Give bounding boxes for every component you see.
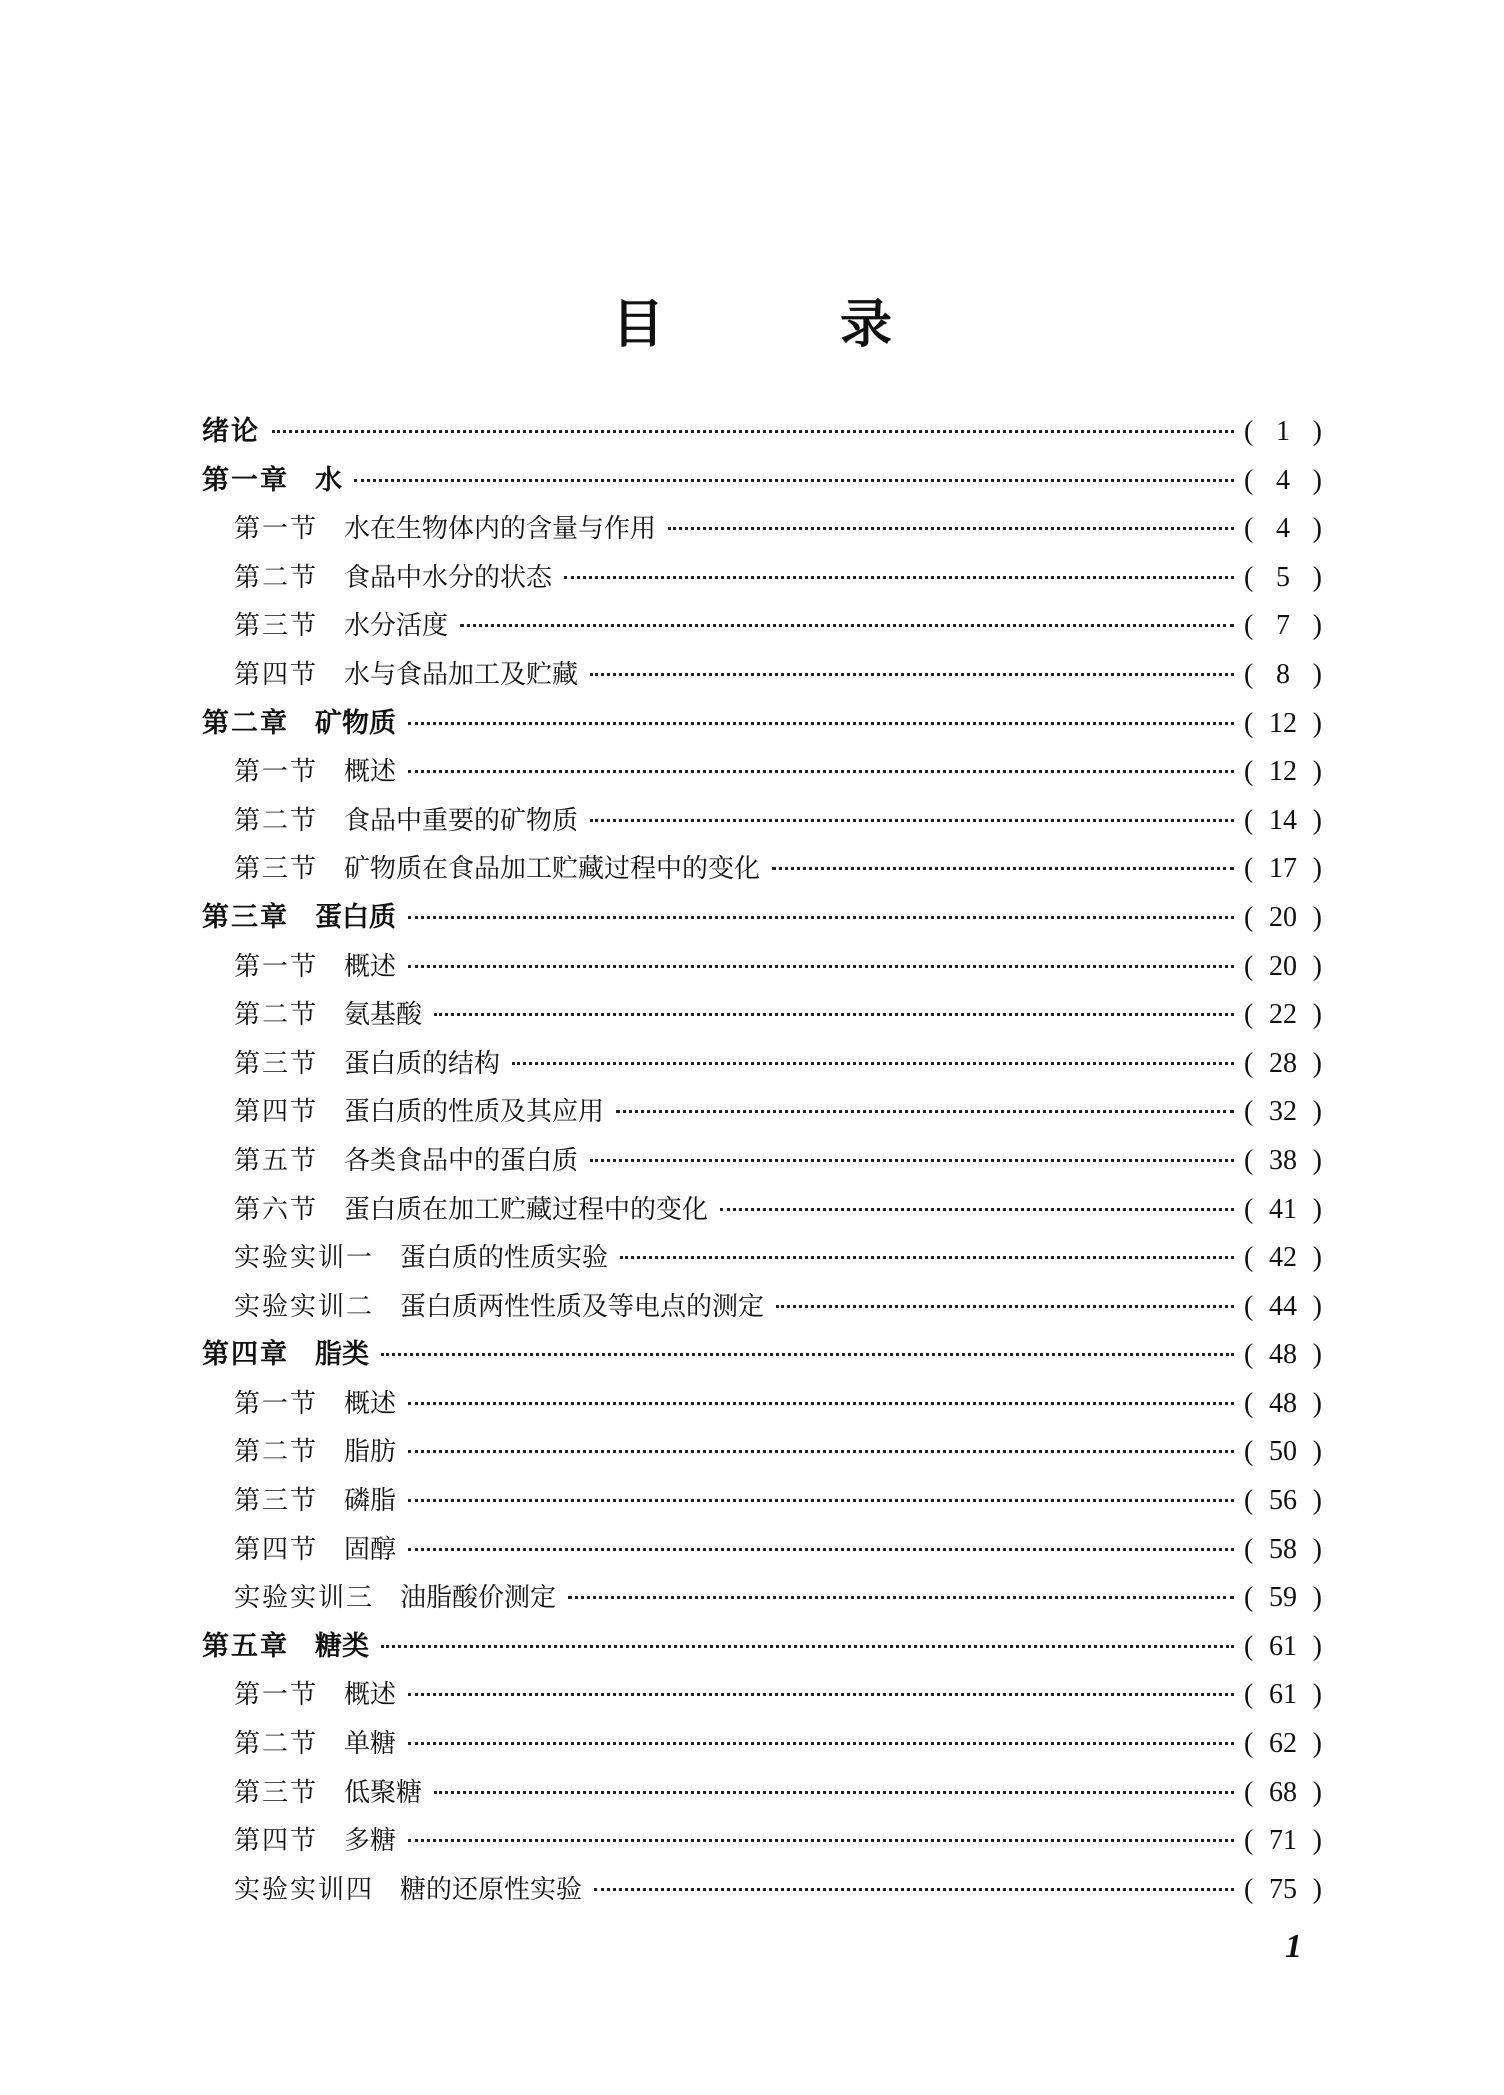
toc-entry-page — [1244, 748, 1322, 797]
paren-close: ) — [1312, 853, 1322, 885]
dot-leader — [460, 624, 1234, 627]
toc-section-entry[interactable] — [202, 845, 1322, 894]
page-value: 20 — [1269, 901, 1297, 933]
toc-entry-number: 实验实训二 — [234, 1291, 375, 1322]
page-value: 14 — [1269, 804, 1297, 836]
toc-entry-title: 氨基酸 — [344, 1000, 423, 1031]
dot-leader — [408, 1839, 1234, 1842]
paren-close: ) — [1312, 464, 1322, 496]
toc-entry-title: 食品中水分的状态 — [344, 562, 553, 593]
toc-entry-label — [234, 1137, 578, 1186]
toc-entry-page — [1244, 845, 1322, 894]
paren-close: ) — [1312, 1873, 1322, 1905]
toc-entry-number: 绪论 — [202, 416, 260, 447]
paren-open: ( — [1244, 1873, 1254, 1905]
toc-entry-number: 第四节 — [234, 1097, 319, 1128]
toc-entry-page — [1244, 1866, 1322, 1915]
page-value: 38 — [1269, 1144, 1297, 1176]
paren-close: ) — [1312, 756, 1322, 788]
paren-open: ( — [1244, 756, 1254, 788]
page-value: 71 — [1269, 1825, 1297, 1857]
page-value: 22 — [1269, 999, 1297, 1031]
toc-entry-number: 第四节 — [234, 659, 319, 690]
page-value: 17 — [1269, 853, 1297, 885]
toc-section-entry[interactable] — [202, 1671, 1322, 1720]
paren-open: ( — [1244, 561, 1254, 593]
page-value: 8 — [1276, 658, 1290, 690]
toc-entry-number: 第一节 — [234, 1680, 319, 1711]
paren-close: ) — [1312, 416, 1322, 447]
paren-open: ( — [1244, 610, 1254, 642]
toc-entry-title: 水分活度 — [344, 611, 449, 642]
toc-entry-number: 第三节 — [234, 611, 319, 642]
toc-section-entry[interactable] — [202, 651, 1322, 700]
paren-close: ) — [1312, 1630, 1322, 1662]
paren-open: ( — [1244, 464, 1254, 496]
paren-open: ( — [1244, 707, 1254, 739]
toc-entry-title: 磷脂 — [344, 1486, 397, 1517]
paren-open: ( — [1244, 1485, 1254, 1517]
toc-entry-label — [202, 700, 396, 749]
toc-entry-number: 第四章 — [202, 1339, 289, 1371]
paren-close: ) — [1312, 1387, 1322, 1419]
toc-entry-page — [1244, 1380, 1322, 1429]
toc-entry-number: 实验实训一 — [234, 1243, 375, 1274]
toc-section-entry[interactable] — [202, 1769, 1322, 1818]
toc-entry-page — [1244, 943, 1322, 992]
toc-entry-page — [1244, 1428, 1322, 1477]
toc-entry-page — [1244, 894, 1322, 943]
paren-open: ( — [1244, 1242, 1254, 1274]
toc-entry-page — [1244, 1720, 1322, 1769]
paren-close: ) — [1312, 1096, 1322, 1128]
toc-entry-page — [1244, 1283, 1322, 1332]
toc-section-entry[interactable] — [202, 505, 1322, 554]
toc-section-entry[interactable] — [202, 1720, 1322, 1769]
toc-entry-title: 水与食品加工及贮藏 — [344, 659, 579, 690]
toc-entry-page — [1244, 797, 1322, 846]
toc-entry-page — [1244, 602, 1322, 651]
toc-chapter-entry[interactable] — [202, 894, 1322, 943]
dot-leader — [590, 673, 1234, 676]
toc-entry-page — [1244, 505, 1322, 554]
dot-leader — [408, 770, 1234, 773]
toc-entry-number: 第五章 — [202, 1630, 289, 1662]
toc-entry-title: 蛋白质在加工贮藏过程中的变化 — [344, 1194, 709, 1225]
toc-entry-title: 概述 — [344, 1388, 397, 1419]
toc-entry-label — [202, 894, 396, 943]
toc-entry-number: 第四节 — [234, 1826, 319, 1857]
toc-entry-title: 脂类 — [315, 1339, 369, 1371]
toc-section-entry[interactable] — [202, 554, 1322, 603]
toc-entry-page — [1244, 1574, 1322, 1623]
toc-entry-number: 第一节 — [234, 757, 319, 788]
paren-open: ( — [1244, 1047, 1254, 1079]
toc-entry-number: 第五节 — [234, 1145, 319, 1176]
toc-entry-title: 蛋白质的性质实验 — [400, 1243, 609, 1274]
toc-entry-label — [234, 748, 396, 797]
toc-entry-title: 蛋白质的结构 — [344, 1048, 501, 1079]
toc-entry-number: 第一章 — [202, 464, 289, 496]
toc-entry-title: 食品中重要的矿物质 — [344, 805, 579, 836]
dot-leader — [408, 722, 1234, 725]
toc-section-entry[interactable] — [202, 1088, 1322, 1137]
toc-entry-label — [234, 1817, 396, 1866]
page-value: 5 — [1276, 561, 1290, 593]
toc-entry-title: 固醇 — [344, 1534, 397, 1565]
dot-leader — [434, 1013, 1234, 1016]
toc-entry-label — [234, 845, 760, 894]
page-value: 7 — [1276, 610, 1290, 642]
page-value: 68 — [1269, 1776, 1297, 1808]
toc-entry-number: 第六节 — [234, 1194, 319, 1225]
toc-entry-page — [1244, 1234, 1322, 1283]
paren-close: ) — [1312, 513, 1322, 545]
page-value: 48 — [1269, 1387, 1297, 1419]
toc-entry-number: 第二节 — [234, 1729, 319, 1760]
page-value: 41 — [1269, 1193, 1297, 1225]
toc-entry-number: 第四节 — [234, 1534, 319, 1565]
paren-open: ( — [1244, 1339, 1254, 1371]
toc-entry-label — [234, 1866, 582, 1915]
table-of-contents — [202, 408, 1322, 1914]
toc-entry-number: 第三章 — [202, 901, 289, 933]
toc-entry-title: 糖的还原性实验 — [400, 1874, 583, 1905]
toc-entry-title: 矿物质在食品加工贮藏过程中的变化 — [344, 854, 761, 885]
paren-open: ( — [1244, 999, 1254, 1031]
paren-open: ( — [1244, 1144, 1254, 1176]
toc-entry-page — [1244, 554, 1322, 603]
toc-entry-number: 第一节 — [234, 951, 319, 982]
toc-entry-title: 矿物质 — [315, 707, 396, 739]
dot-leader — [620, 1256, 1234, 1259]
toc-section-entry[interactable] — [202, 1234, 1322, 1283]
paren-open: ( — [1244, 1387, 1254, 1419]
page-value: 50 — [1269, 1436, 1297, 1468]
toc-entry-number: 实验实训三 — [234, 1583, 375, 1614]
toc-section-entry[interactable] — [202, 1526, 1322, 1575]
dot-leader — [720, 1208, 1234, 1211]
dot-leader — [408, 965, 1234, 968]
toc-entry-page — [1244, 1526, 1322, 1575]
dot-leader — [568, 1596, 1234, 1599]
toc-section-entry[interactable] — [202, 1574, 1322, 1623]
paren-close: ) — [1312, 950, 1322, 982]
paren-close: ) — [1312, 658, 1322, 690]
dot-leader — [408, 1693, 1234, 1696]
paren-close: ) — [1312, 1533, 1322, 1565]
paren-close: ) — [1312, 901, 1322, 933]
page-value: 62 — [1269, 1728, 1297, 1760]
dot-leader — [776, 1305, 1234, 1308]
page-value: 48 — [1269, 1339, 1297, 1371]
page-value: 12 — [1269, 707, 1297, 739]
toc-entry-page — [1244, 1331, 1322, 1380]
dot-leader — [381, 1645, 1234, 1648]
toc-entry-number: 第三节 — [234, 1777, 319, 1808]
toc-entry-label — [234, 1574, 556, 1623]
paren-open: ( — [1244, 1533, 1254, 1565]
toc-entry-label — [234, 1526, 396, 1575]
toc-entry-label — [202, 1623, 369, 1672]
toc-section-entry[interactable] — [202, 1380, 1322, 1429]
toc-entry-number: 第二节 — [234, 805, 319, 836]
paren-open: ( — [1244, 804, 1254, 836]
toc-entry-title: 油脂酸价测定 — [400, 1583, 557, 1614]
paren-open: ( — [1244, 1096, 1254, 1128]
toc-section-entry[interactable] — [202, 748, 1322, 797]
toc-entry-page — [1244, 1040, 1322, 1089]
paren-open: ( — [1244, 513, 1254, 545]
toc-section-entry[interactable] — [202, 797, 1322, 846]
page-value: 12 — [1269, 756, 1297, 788]
toc-entry-title: 概述 — [344, 1680, 397, 1711]
toc-entry-label — [202, 408, 260, 457]
paren-open: ( — [1244, 1582, 1254, 1614]
toc-entry-title: 各类食品中的蛋白质 — [344, 1145, 579, 1176]
page-title: 目 录 — [611, 295, 954, 355]
toc-entry-label — [234, 1088, 604, 1137]
paren-close: ) — [1312, 1728, 1322, 1760]
paren-close: ) — [1312, 804, 1322, 836]
paren-open: ( — [1244, 1728, 1254, 1760]
toc-entry-title: 糖类 — [315, 1630, 369, 1662]
page-number: 1 — [1285, 1928, 1302, 1965]
toc-entry-label — [234, 1283, 764, 1332]
toc-entry-title: 水 — [315, 464, 342, 496]
toc-entry-title: 脂肪 — [344, 1437, 397, 1468]
paren-open: ( — [1244, 1290, 1254, 1322]
dot-leader — [590, 1159, 1234, 1162]
dot-leader — [408, 1548, 1234, 1551]
toc-entry-label — [234, 1040, 500, 1089]
dot-leader — [564, 576, 1234, 579]
toc-section-entry[interactable] — [202, 1040, 1322, 1089]
page-value: 56 — [1269, 1485, 1297, 1517]
toc-entry-title: 水在生物体内的含量与作用 — [344, 514, 657, 545]
toc-entry-title: 概述 — [344, 951, 397, 982]
page-value: 58 — [1269, 1533, 1297, 1565]
toc-section-entry[interactable] — [202, 602, 1322, 651]
paren-close: ) — [1312, 1485, 1322, 1517]
toc-entry-label — [234, 943, 396, 992]
toc-entry-page — [1244, 1769, 1322, 1818]
toc-entry-title: 蛋白质两性性质及等电点的测定 — [400, 1291, 765, 1322]
dot-leader — [381, 1353, 1234, 1356]
page-value: 61 — [1269, 1630, 1297, 1662]
toc-entry-label — [234, 1186, 708, 1235]
paren-open: ( — [1244, 416, 1254, 447]
toc-entry-title: 多糖 — [344, 1826, 397, 1857]
paren-close: ) — [1312, 1047, 1322, 1079]
paren-close: ) — [1312, 1242, 1322, 1274]
dot-leader — [668, 527, 1234, 530]
dot-leader — [408, 1499, 1234, 1502]
paren-open: ( — [1244, 1436, 1254, 1468]
page-value: 28 — [1269, 1047, 1297, 1079]
toc-section-entry[interactable] — [202, 1817, 1322, 1866]
dot-leader — [408, 1742, 1234, 1745]
toc-entry-number: 第二节 — [234, 562, 319, 593]
paren-close: ) — [1312, 1339, 1322, 1371]
paren-close: ) — [1312, 561, 1322, 593]
toc-entry-page — [1244, 1817, 1322, 1866]
paren-open: ( — [1244, 1630, 1254, 1662]
dot-leader — [434, 1791, 1234, 1794]
paren-open: ( — [1244, 853, 1254, 885]
paren-close: ) — [1312, 1290, 1322, 1322]
toc-entry-number: 实验实训四 — [234, 1874, 375, 1905]
toc-entry-label — [234, 1380, 396, 1429]
paren-open: ( — [1244, 950, 1254, 982]
dot-leader — [594, 1888, 1234, 1891]
paren-close: ) — [1312, 610, 1322, 642]
page-value: 59 — [1269, 1582, 1297, 1614]
page-value: 61 — [1269, 1679, 1297, 1711]
toc-entry-page — [1244, 700, 1322, 749]
toc-entry-label — [234, 554, 552, 603]
toc-entry-label — [234, 505, 656, 554]
toc-section-entry[interactable] — [202, 991, 1322, 1040]
toc-entry-title: 蛋白质的性质及其应用 — [344, 1097, 605, 1128]
dot-leader — [272, 430, 1234, 433]
dot-leader — [408, 1450, 1234, 1453]
toc-entry-label — [234, 991, 422, 1040]
toc-entry-page — [1244, 1623, 1322, 1672]
page-value: 44 — [1269, 1290, 1297, 1322]
toc-entry-page — [1244, 991, 1322, 1040]
toc-entry-page — [1244, 1477, 1322, 1526]
toc-entry-label — [234, 1769, 422, 1818]
dot-leader — [616, 1110, 1234, 1113]
toc-entry-label — [234, 1720, 396, 1769]
toc-section-entry[interactable] — [202, 1283, 1322, 1332]
dot-leader — [408, 1402, 1234, 1405]
toc-entry-label — [234, 1234, 608, 1283]
paren-close: ) — [1312, 1776, 1322, 1808]
toc-entry-label — [234, 1428, 396, 1477]
paren-open: ( — [1244, 1193, 1254, 1225]
toc-section-entry[interactable] — [202, 1428, 1322, 1477]
toc-chapter-entry[interactable] — [202, 700, 1322, 749]
paren-close: ) — [1312, 1825, 1322, 1857]
dot-leader — [354, 479, 1234, 482]
toc-entry-label — [234, 797, 578, 846]
paren-close: ) — [1312, 999, 1322, 1031]
toc-entry-number: 第二章 — [202, 707, 289, 739]
toc-entry-number: 第三节 — [234, 1048, 319, 1079]
page-value: 42 — [1269, 1242, 1297, 1274]
toc-entry-page — [1244, 457, 1322, 506]
paren-close: ) — [1312, 1582, 1322, 1614]
page-value: 75 — [1269, 1873, 1297, 1905]
paren-close: ) — [1312, 1679, 1322, 1711]
paren-open: ( — [1244, 1776, 1254, 1808]
page-value: 4 — [1276, 464, 1290, 496]
dot-leader — [512, 1062, 1234, 1065]
toc-section-entry[interactable] — [202, 1477, 1322, 1526]
toc-entry-page — [1244, 1671, 1322, 1720]
paren-open: ( — [1244, 901, 1254, 933]
page-value: 32 — [1269, 1096, 1297, 1128]
toc-entry-page — [1244, 651, 1322, 700]
toc-entry-number: 第一节 — [234, 1388, 319, 1419]
toc-chapter-entry[interactable] — [202, 1623, 1322, 1672]
toc-entry-label — [234, 1477, 396, 1526]
toc-entry-label — [202, 457, 342, 506]
toc-entry-title: 蛋白质 — [315, 901, 396, 933]
paren-close: ) — [1312, 1436, 1322, 1468]
toc-entry-number: 第二节 — [234, 1000, 319, 1031]
page-value: 1 — [1276, 416, 1290, 447]
dot-leader — [590, 819, 1234, 822]
paren-close: ) — [1312, 707, 1322, 739]
paren-close: ) — [1312, 1144, 1322, 1176]
toc-section-entry[interactable] — [202, 1137, 1322, 1186]
toc-chapter-entry[interactable] — [202, 457, 1322, 506]
paren-close: ) — [1312, 1193, 1322, 1225]
toc-entry-label — [234, 1671, 396, 1720]
toc-entry-title: 单糖 — [344, 1729, 397, 1760]
toc-entry-page — [1244, 1137, 1322, 1186]
toc-entry-number: 第一节 — [234, 514, 319, 545]
toc-entry-page — [1244, 408, 1322, 457]
toc-entry-label — [234, 602, 448, 651]
toc-entry-page — [1244, 1088, 1322, 1137]
paren-open: ( — [1244, 658, 1254, 690]
paren-open: ( — [1244, 1825, 1254, 1857]
toc-entry-page — [1244, 1186, 1322, 1235]
toc-chapter-entry[interactable] — [202, 408, 1322, 457]
toc-entry-number: 第二节 — [234, 1437, 319, 1468]
dot-leader — [408, 916, 1234, 919]
toc-entry-title: 低聚糖 — [344, 1777, 423, 1808]
toc-entry-number: 第三节 — [234, 1486, 319, 1517]
toc-chapter-entry[interactable] — [202, 1331, 1322, 1380]
toc-entry-title: 概述 — [344, 757, 397, 788]
toc-entry-label — [202, 1331, 369, 1380]
toc-section-entry[interactable] — [202, 1186, 1322, 1235]
dot-leader — [772, 867, 1234, 870]
toc-entry-label — [234, 651, 578, 700]
page-value: 4 — [1276, 513, 1290, 545]
toc-section-entry[interactable] — [202, 943, 1322, 992]
toc-section-entry[interactable] — [202, 1866, 1322, 1915]
page-value: 20 — [1269, 950, 1297, 982]
toc-entry-number: 第三节 — [234, 854, 319, 885]
paren-open: ( — [1244, 1679, 1254, 1711]
